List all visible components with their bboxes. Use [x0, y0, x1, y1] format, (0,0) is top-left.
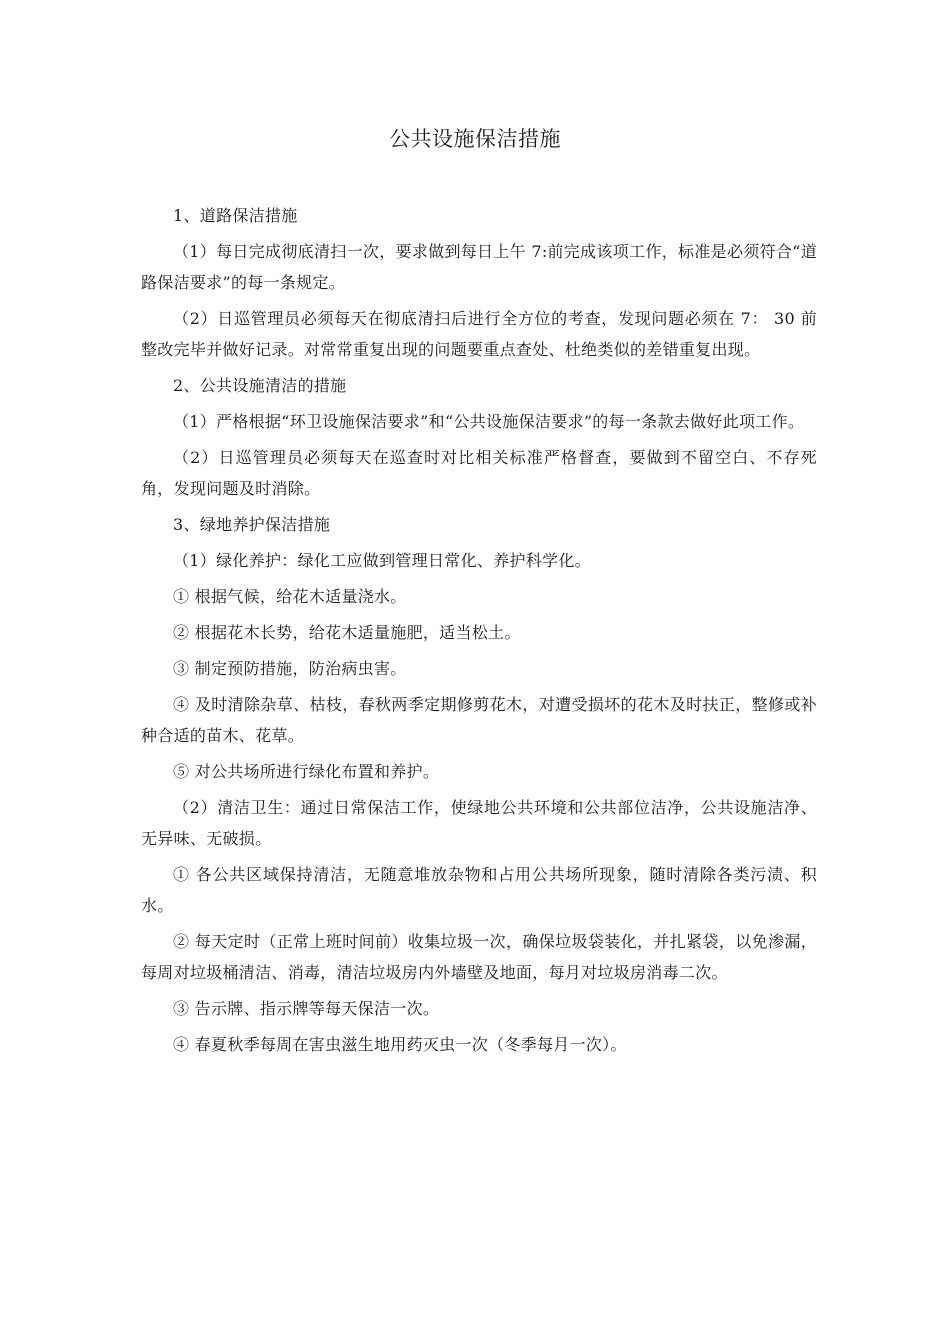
list-item: ④ 及时清除杂草、枯枝，春秋两季定期修剪花木，对遭受损坏的花木及时扶正，整修或补种合适的苗木、花草。 [141, 695, 817, 745]
page-title: 公共设施保洁措施 [389, 127, 561, 151]
list-item: ③ 制定预防措施，防治病虫害。 [173, 659, 407, 678]
paragraph: （1）每日完成彻底清扫一次，要求做到每日上午 7:前完成该项工作，标准是必须符合“道路保洁要求”的每一条规定。 [141, 242, 817, 292]
section-heading-road: 1、道路保洁措施 [173, 206, 298, 225]
list-item: ② 每天定时（正常上班时间前）收集垃圾一次，确保垃圾袋装化，并扎紧袋，以免渗漏，每周对垃圾桶清洁、消毒，清洁垃圾房内外墙壁及地面，每月对垃圾房消毒二次。 [141, 932, 817, 982]
list-item: ⑤ 对公共场所进行绿化布置和养护。 [173, 762, 440, 781]
list-item: ① 各公共区域保持清洁，无随意堆放杂物和占用公共场所现象，随时清除各类污渍、积水。 [141, 865, 817, 915]
list-item: ② 根据花木长势，给花木适量施肥，适当松土。 [173, 623, 521, 642]
paragraph: （2）日巡管理员必须每天在巡查时对比相关标准严格督查，要做到不留空白、不存死角，发现问题及时消除。 [141, 448, 817, 498]
list-item: ③ 告示牌、指示牌等每天保洁一次。 [173, 999, 440, 1018]
paragraph: （2）清洁卫生：通过日常保洁工作，使绿地公共环境和公共部位洁净，公共设施洁净、无异味、无破损。 [141, 798, 817, 848]
list-item: ④ 春夏秋季每周在害虫滋生地用药灭虫一次（冬季每月一次）。 [173, 1035, 627, 1054]
paragraph: （1）严格根据“环卫设施保洁要求”和“公共设施保洁要求”的每一条款去做好此项工作。 [173, 412, 805, 431]
paragraph: （2）日巡管理员必须每天在彻底清扫后进行全方位的考查，发现问题必须在 7： 30 前整改完毕并做好记录。对常常重复出现的问题要重点查处、杜绝类似的差错重复出现。 [141, 309, 817, 359]
section-heading-facilities: 2、公共设施清洁的措施 [173, 376, 347, 395]
list-item: ① 根据气候，给花木适量浇水。 [173, 587, 407, 606]
document-body [141, 200, 817, 1065]
section-heading-greenland: 3、绿地养护保洁措施 [173, 515, 331, 534]
paragraph: （1）绿化养护：绿化工应做到管理日常化、养护科学化。 [173, 551, 591, 570]
